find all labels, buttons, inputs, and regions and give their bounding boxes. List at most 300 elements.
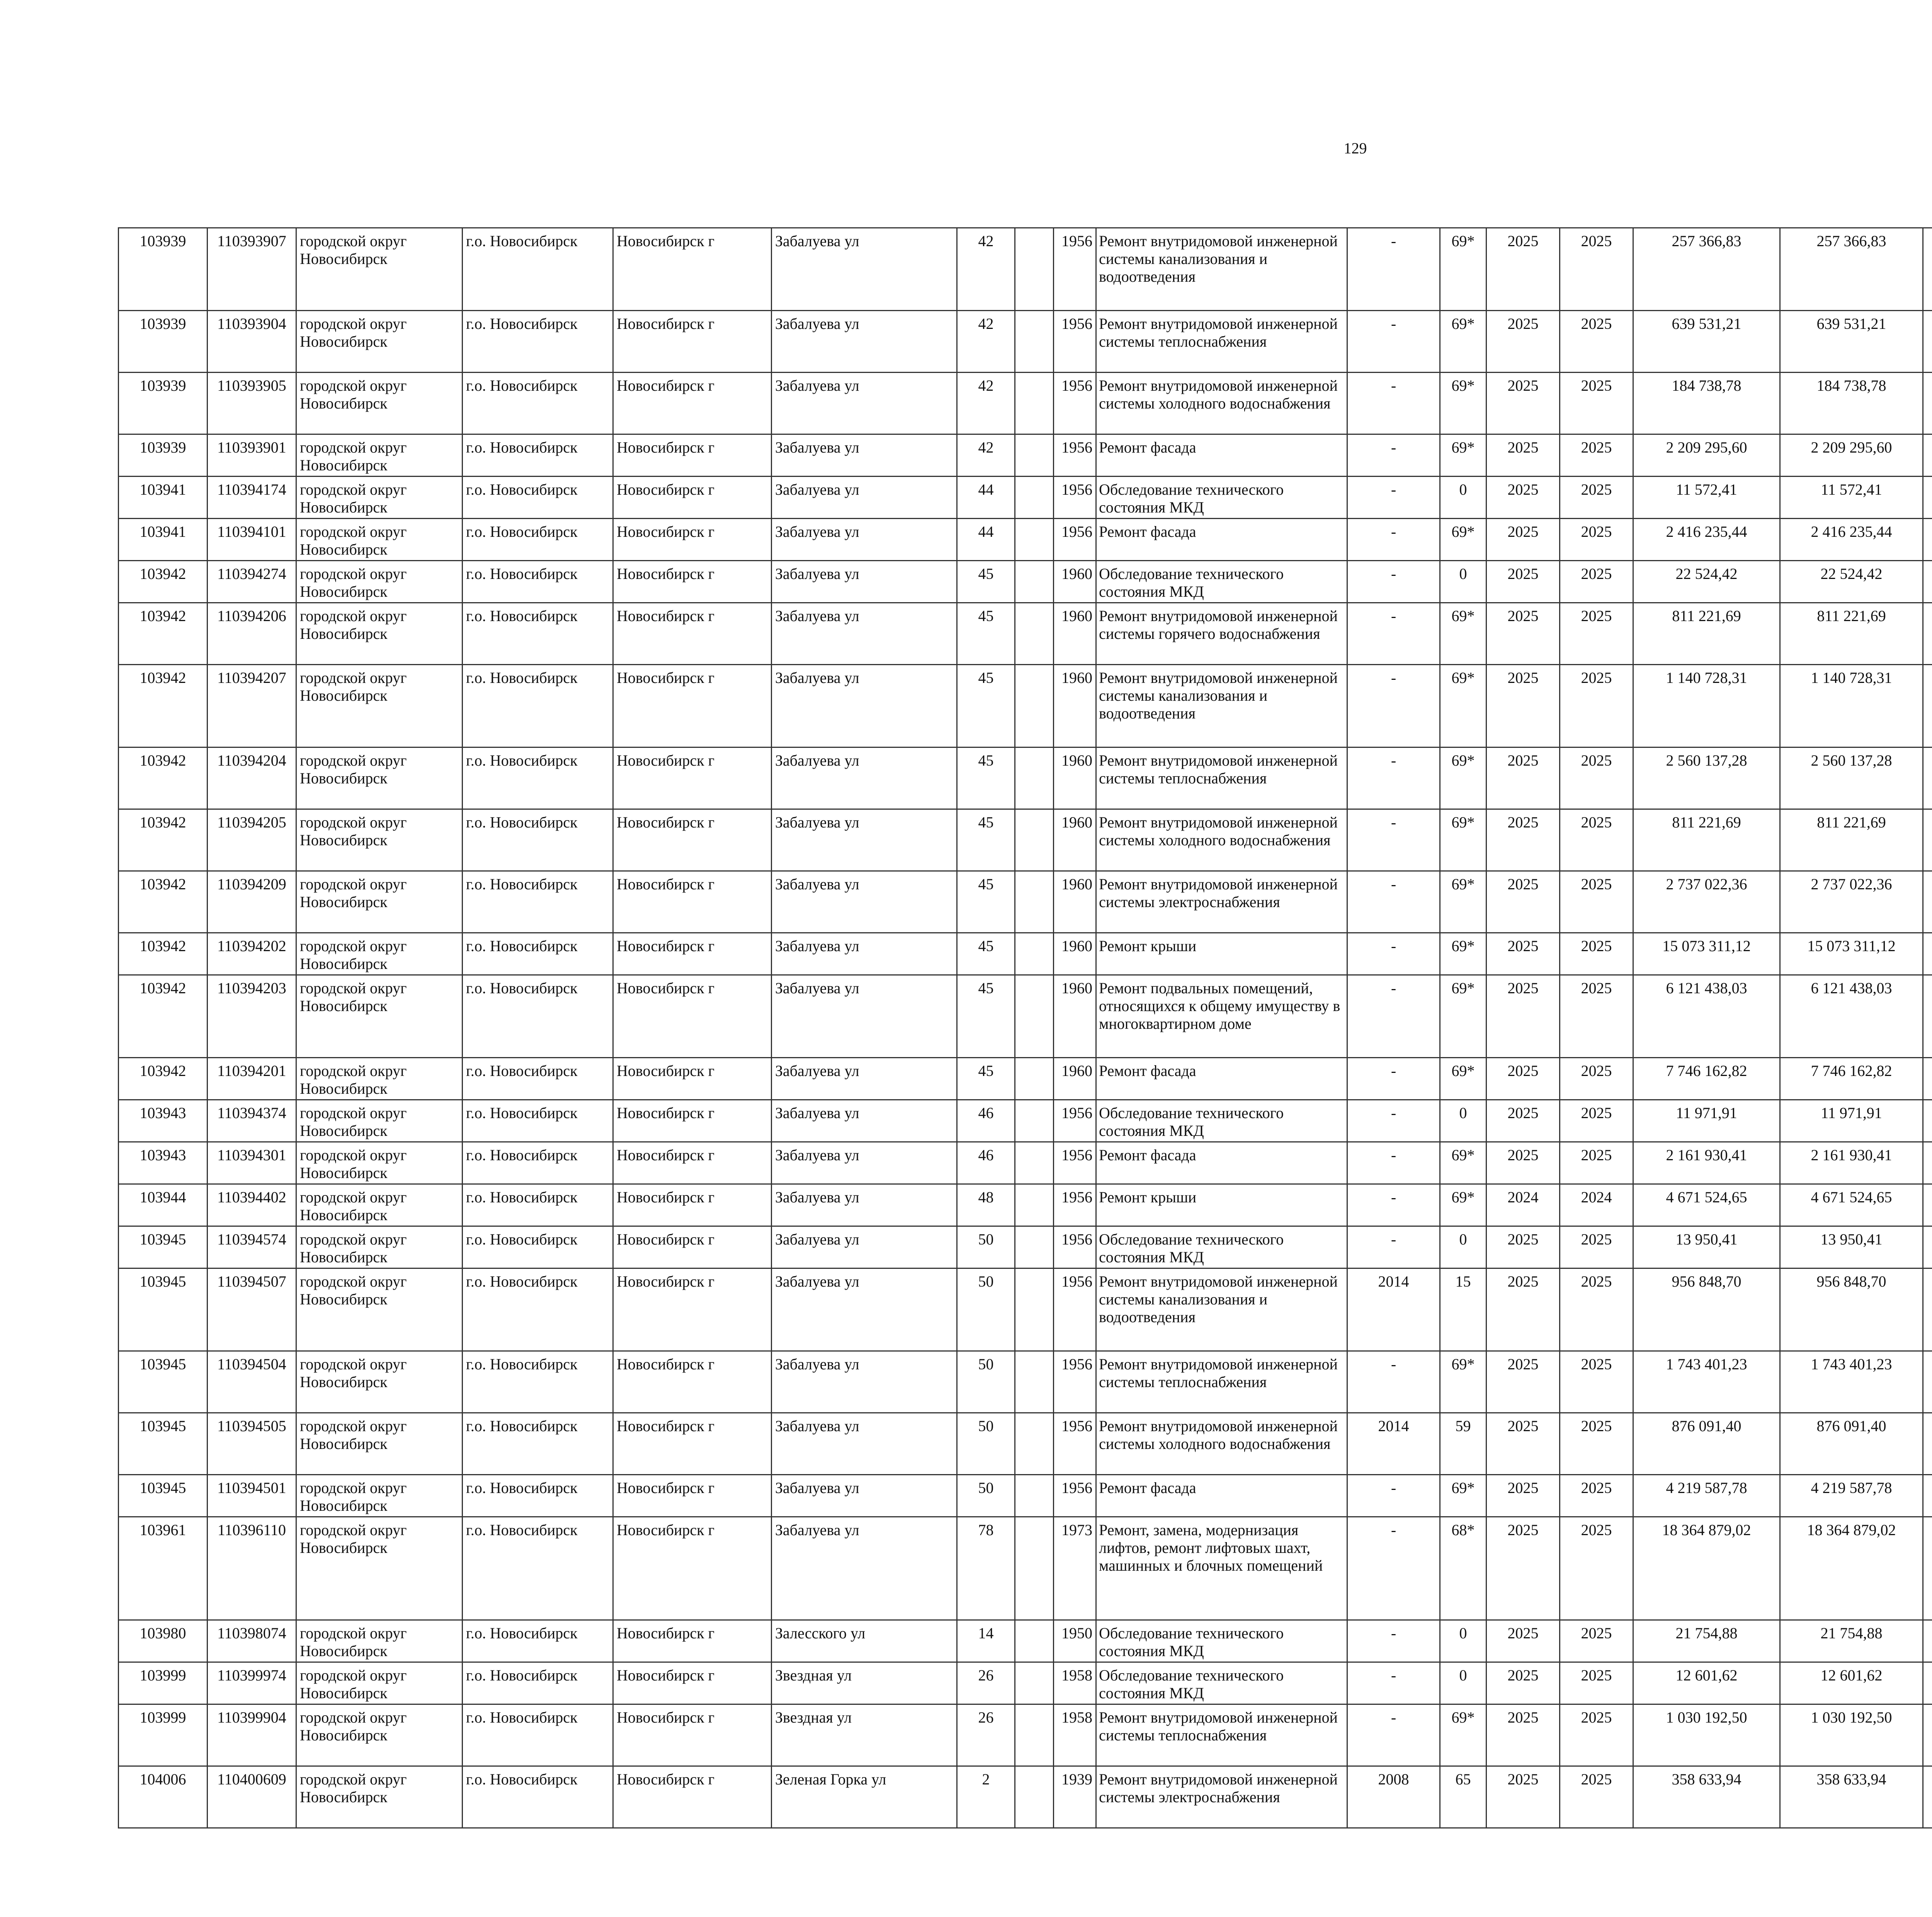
cell-fund-cost: 22 524,42 [1780, 561, 1923, 603]
cell-last-repair-year: - [1347, 1517, 1440, 1620]
cell-wear-percent: 0 [1440, 477, 1486, 519]
cell-plan-end-year: 2025 [1560, 1662, 1633, 1704]
cell-total-cost: 2 161 930,41 [1633, 1142, 1780, 1184]
cell-budget-federal [1923, 1268, 1932, 1351]
cell-kod-work: 110394202 [207, 933, 296, 975]
cell-kod-work: 110394209 [207, 871, 296, 933]
cell-budget-federal [1923, 434, 1932, 477]
cell-work-type: Ремонт крыши [1096, 933, 1347, 975]
table-row [119, 373, 1932, 434]
cell-fund-cost: 2 560 137,28 [1780, 747, 1923, 809]
cell-fund-cost: 1 030 192,50 [1780, 1704, 1923, 1766]
cell-kod-mkd: 103941 [119, 519, 207, 561]
cell-wear-percent: 15 [1440, 1268, 1486, 1351]
table-row [119, 1100, 1932, 1142]
cell-total-cost: 7 746 162,82 [1633, 1058, 1780, 1100]
cell-municipality: г.о. Новосибирск [463, 809, 613, 871]
cell-last-repair-year: - [1347, 1662, 1440, 1704]
cell-work-type: Ремонт внутридомовой инженерной системы холодного водоснабжения [1096, 809, 1347, 871]
cell-plan-end-year: 2025 [1560, 1475, 1633, 1517]
cell-budget-federal [1923, 311, 1932, 373]
cell-budget-federal [1923, 603, 1932, 665]
cell-house-number: 48 [957, 1184, 1015, 1226]
cell-housing [1015, 1100, 1054, 1142]
cell-wear-percent: 69* [1440, 1704, 1486, 1766]
cell-kod-work: 110394501 [207, 1475, 296, 1517]
cell-plan-end-year: 2025 [1560, 1268, 1633, 1351]
cell-year-built: 1958 [1054, 1704, 1096, 1766]
cell-wear-percent: 0 [1440, 561, 1486, 603]
cell-last-repair-year: 2014 [1347, 1413, 1440, 1475]
cell-municipality: г.о. Новосибирск [463, 1662, 613, 1704]
cell-kod-mkd: 103942 [119, 933, 207, 975]
table-row [119, 1766, 1932, 1828]
cell-municipal-district: городской округ Новосибирск [296, 1620, 463, 1662]
cell-plan-end-year: 2025 [1560, 933, 1633, 975]
cell-street: Забалуева ул [772, 561, 957, 603]
cell-year-built: 1956 [1054, 477, 1096, 519]
cell-municipality: г.о. Новосибирск [463, 933, 613, 975]
table-row [119, 1268, 1932, 1351]
cell-work-type: Обследование технического состояния МКД [1096, 1662, 1347, 1704]
cell-housing [1015, 228, 1054, 311]
cell-plan-start-year: 2025 [1486, 1620, 1560, 1662]
cell-municipal-district: городской округ Новосибирск [296, 1766, 463, 1828]
cell-kod-mkd: 103944 [119, 1184, 207, 1226]
cell-kod-work: 110398074 [207, 1620, 296, 1662]
cell-total-cost: 12 601,62 [1633, 1662, 1780, 1704]
cell-locality: Новосибирск г [613, 1351, 772, 1413]
cell-municipal-district: городской округ Новосибирск [296, 871, 463, 933]
cell-last-repair-year: 2008 [1347, 1766, 1440, 1828]
cell-kod-work: 110394301 [207, 1142, 296, 1184]
table-row [119, 1620, 1932, 1662]
cell-municipality: г.о. Новосибирск [463, 1351, 613, 1413]
cell-kod-mkd: 103961 [119, 1517, 207, 1620]
cell-locality: Новосибирск г [613, 1142, 772, 1184]
cell-year-built: 1939 [1054, 1766, 1096, 1828]
cell-wear-percent: 0 [1440, 1662, 1486, 1704]
table-row [119, 1517, 1932, 1620]
cell-kod-mkd: 103942 [119, 871, 207, 933]
cell-fund-cost: 811 221,69 [1780, 809, 1923, 871]
cell-house-number: 50 [957, 1268, 1015, 1351]
cell-budget-federal [1923, 1620, 1932, 1662]
table-row [119, 519, 1932, 561]
cell-kod-work: 110394201 [207, 1058, 296, 1100]
cell-year-built: 1960 [1054, 975, 1096, 1058]
cell-municipality: г.о. Новосибирск [463, 1226, 613, 1268]
cell-year-built: 1956 [1054, 1184, 1096, 1226]
cell-kod-mkd: 103939 [119, 311, 207, 373]
table-row [119, 809, 1932, 871]
cell-wear-percent: 0 [1440, 1226, 1486, 1268]
cell-plan-start-year: 2025 [1486, 933, 1560, 975]
table-row [119, 228, 1932, 311]
cell-housing [1015, 975, 1054, 1058]
cell-plan-start-year: 2025 [1486, 1058, 1560, 1100]
cell-municipal-district: городской округ Новосибирск [296, 1517, 463, 1620]
cell-locality: Новосибирск г [613, 809, 772, 871]
cell-last-repair-year: - [1347, 1226, 1440, 1268]
cell-kod-mkd: 103942 [119, 561, 207, 603]
cell-plan-end-year: 2025 [1560, 603, 1633, 665]
cell-work-type: Ремонт внутридомовой инженерной системы холодного водоснабжения [1096, 373, 1347, 434]
cell-house-number: 42 [957, 228, 1015, 311]
cell-plan-start-year: 2025 [1486, 1475, 1560, 1517]
table-row [119, 975, 1932, 1058]
cell-kod-work: 110393907 [207, 228, 296, 311]
cell-wear-percent: 69* [1440, 1058, 1486, 1100]
cell-house-number: 50 [957, 1351, 1015, 1413]
cell-street: Забалуева ул [772, 665, 957, 747]
cell-house-number: 45 [957, 665, 1015, 747]
cell-budget-federal [1923, 1226, 1932, 1268]
cell-plan-start-year: 2025 [1486, 1226, 1560, 1268]
cell-fund-cost: 639 531,21 [1780, 311, 1923, 373]
cell-plan-start-year: 2025 [1486, 228, 1560, 311]
cell-municipality: г.о. Новосибирск [463, 519, 613, 561]
cell-year-built: 1960 [1054, 809, 1096, 871]
cell-total-cost: 18 364 879,02 [1633, 1517, 1780, 1620]
cell-locality: Новосибирск г [613, 1704, 772, 1766]
cell-fund-cost: 18 364 879,02 [1780, 1517, 1923, 1620]
cell-house-number: 45 [957, 747, 1015, 809]
cell-housing [1015, 1517, 1054, 1620]
cell-street: Забалуева ул [772, 1351, 957, 1413]
cell-street: Забалуева ул [772, 933, 957, 975]
cell-budget-federal [1923, 1142, 1932, 1184]
cell-kod-mkd: 103943 [119, 1142, 207, 1184]
cell-street: Забалуева ул [772, 747, 957, 809]
cell-budget-federal [1923, 1517, 1932, 1620]
cell-locality: Новосибирск г [613, 434, 772, 477]
cell-locality: Новосибирск г [613, 975, 772, 1058]
cell-kod-mkd: 104006 [119, 1766, 207, 1828]
cell-municipal-district: городской округ Новосибирск [296, 975, 463, 1058]
cell-budget-federal [1923, 561, 1932, 603]
cell-budget-federal [1923, 373, 1932, 434]
cell-street: Звездная ул [772, 1704, 957, 1766]
cell-year-built: 1973 [1054, 1517, 1096, 1620]
cell-work-type: Обследование технического состояния МКД [1096, 561, 1347, 603]
cell-plan-end-year: 2025 [1560, 665, 1633, 747]
cell-kod-work: 110400609 [207, 1766, 296, 1828]
cell-total-cost: 1 030 192,50 [1633, 1704, 1780, 1766]
cell-locality: Новосибирск г [613, 1268, 772, 1351]
cell-locality: Новосибирск г [613, 1413, 772, 1475]
cell-work-type: Обследование технического состояния МКД [1096, 1226, 1347, 1268]
cell-total-cost: 639 531,21 [1633, 311, 1780, 373]
cell-total-cost: 876 091,40 [1633, 1413, 1780, 1475]
cell-kod-mkd: 103980 [119, 1620, 207, 1662]
cell-fund-cost: 2 209 295,60 [1780, 434, 1923, 477]
table-row [119, 311, 1932, 373]
cell-locality: Новосибирск г [613, 747, 772, 809]
cell-kod-work: 110394205 [207, 809, 296, 871]
cell-fund-cost: 11 971,91 [1780, 1100, 1923, 1142]
cell-wear-percent: 69* [1440, 603, 1486, 665]
cell-municipal-district: городской округ Новосибирск [296, 373, 463, 434]
cell-fund-cost: 6 121 438,03 [1780, 975, 1923, 1058]
cell-house-number: 45 [957, 975, 1015, 1058]
cell-kod-work: 110394402 [207, 1184, 296, 1226]
cell-year-built: 1956 [1054, 373, 1096, 434]
cell-last-repair-year: - [1347, 809, 1440, 871]
cell-municipal-district: городской округ Новосибирск [296, 1351, 463, 1413]
cell-total-cost: 2 416 235,44 [1633, 519, 1780, 561]
cell-total-cost: 1 743 401,23 [1633, 1351, 1780, 1413]
cell-work-type: Ремонт внутридомовой инженерной системы горячего водоснабжения [1096, 603, 1347, 665]
cell-housing [1015, 561, 1054, 603]
cell-kod-work: 110394203 [207, 975, 296, 1058]
cell-plan-start-year: 2025 [1486, 1704, 1560, 1766]
cell-wear-percent: 69* [1440, 809, 1486, 871]
cell-locality: Новосибирск г [613, 477, 772, 519]
cell-municipality: г.о. Новосибирск [463, 228, 613, 311]
cell-fund-cost: 15 073 311,12 [1780, 933, 1923, 975]
cell-housing [1015, 519, 1054, 561]
cell-kod-mkd: 103999 [119, 1704, 207, 1766]
cell-municipal-district: городской округ Новосибирск [296, 1662, 463, 1704]
cell-locality: Новосибирск г [613, 1766, 772, 1828]
cell-wear-percent: 69* [1440, 1351, 1486, 1413]
table-row [119, 1413, 1932, 1475]
cell-fund-cost: 4 671 524,65 [1780, 1184, 1923, 1226]
cell-plan-start-year: 2025 [1486, 747, 1560, 809]
table-row [119, 1351, 1932, 1413]
cell-budget-federal [1923, 747, 1932, 809]
cell-kod-mkd: 103945 [119, 1351, 207, 1413]
cell-fund-cost: 1 743 401,23 [1780, 1351, 1923, 1413]
cell-year-built: 1956 [1054, 1268, 1096, 1351]
cell-fund-cost: 12 601,62 [1780, 1662, 1923, 1704]
cell-plan-start-year: 2025 [1486, 1351, 1560, 1413]
cell-locality: Новосибирск г [613, 561, 772, 603]
cell-fund-cost: 1 140 728,31 [1780, 665, 1923, 747]
cell-total-cost: 2 209 295,60 [1633, 434, 1780, 477]
cell-housing [1015, 1142, 1054, 1184]
cell-fund-cost: 956 848,70 [1780, 1268, 1923, 1351]
cell-municipality: г.о. Новосибирск [463, 1268, 613, 1351]
cell-work-type: Ремонт внутридомовой инженерной системы канализования и водоотведения [1096, 228, 1347, 311]
cell-last-repair-year: - [1347, 561, 1440, 603]
cell-house-number: 45 [957, 603, 1015, 665]
cell-street: Забалуева ул [772, 1268, 957, 1351]
cell-year-built: 1956 [1054, 434, 1096, 477]
cell-street: Забалуева ул [772, 1226, 957, 1268]
cell-municipality: г.о. Новосибирск [463, 1413, 613, 1475]
cell-last-repair-year: - [1347, 603, 1440, 665]
cell-budget-federal [1923, 1184, 1932, 1226]
cell-plan-start-year: 2025 [1486, 1268, 1560, 1351]
cell-municipality: г.о. Новосибирск [463, 871, 613, 933]
cell-last-repair-year: 2014 [1347, 1268, 1440, 1351]
cell-fund-cost: 2 161 930,41 [1780, 1142, 1923, 1184]
cell-locality: Новосибирск г [613, 1620, 772, 1662]
cell-wear-percent: 0 [1440, 1620, 1486, 1662]
cell-kod-work: 110394204 [207, 747, 296, 809]
cell-kod-mkd: 103939 [119, 373, 207, 434]
cell-fund-cost: 811 221,69 [1780, 603, 1923, 665]
cell-plan-start-year: 2025 [1486, 603, 1560, 665]
cell-plan-end-year: 2025 [1560, 975, 1633, 1058]
cell-house-number: 45 [957, 561, 1015, 603]
cell-house-number: 26 [957, 1662, 1015, 1704]
cell-wear-percent: 69* [1440, 519, 1486, 561]
cell-year-built: 1956 [1054, 1226, 1096, 1268]
cell-budget-federal [1923, 1413, 1932, 1475]
cell-plan-end-year: 2025 [1560, 1351, 1633, 1413]
cell-house-number: 45 [957, 1058, 1015, 1100]
cell-plan-end-year: 2025 [1560, 1517, 1633, 1620]
cell-plan-end-year: 2025 [1560, 561, 1633, 603]
cell-plan-end-year: 2025 [1560, 809, 1633, 871]
cell-total-cost: 956 848,70 [1633, 1268, 1780, 1351]
cell-wear-percent: 69* [1440, 1475, 1486, 1517]
cell-work-type: Ремонт, замена, модернизация лифтов, ремонт лифтовых шахт, машинных и блочных помещений [1096, 1517, 1347, 1620]
cell-year-built: 1960 [1054, 747, 1096, 809]
cell-kod-mkd: 103942 [119, 747, 207, 809]
cell-last-repair-year: - [1347, 975, 1440, 1058]
cell-work-type: Ремонт внутридомовой инженерной системы теплоснабжения [1096, 1704, 1347, 1766]
cell-housing [1015, 373, 1054, 434]
cell-work-type: Ремонт внутридомовой инженерной системы электроснабжения [1096, 1766, 1347, 1828]
cell-municipal-district: городской округ Новосибирск [296, 1475, 463, 1517]
cell-total-cost: 811 221,69 [1633, 603, 1780, 665]
cell-last-repair-year: - [1347, 1184, 1440, 1226]
cell-total-cost: 358 633,94 [1633, 1766, 1780, 1828]
cell-locality: Новосибирск г [613, 871, 772, 933]
cell-plan-start-year: 2025 [1486, 1413, 1560, 1475]
cell-street: Звездная ул [772, 1662, 957, 1704]
cell-kod-mkd: 103945 [119, 1226, 207, 1268]
cell-municipality: г.о. Новосибирск [463, 665, 613, 747]
cell-budget-federal [1923, 1058, 1932, 1100]
cell-plan-end-year: 2025 [1560, 1620, 1633, 1662]
cell-wear-percent: 69* [1440, 373, 1486, 434]
cell-street: Залесского ул [772, 1620, 957, 1662]
cell-budget-federal [1923, 1351, 1932, 1413]
cell-locality: Новосибирск г [613, 519, 772, 561]
table-row [119, 1058, 1932, 1100]
cell-plan-end-year: 2025 [1560, 228, 1633, 311]
cell-housing [1015, 665, 1054, 747]
cell-street: Забалуева ул [772, 1058, 957, 1100]
cell-total-cost: 811 221,69 [1633, 809, 1780, 871]
cell-last-repair-year: - [1347, 1351, 1440, 1413]
table-row [119, 1704, 1932, 1766]
cell-plan-start-year: 2025 [1486, 871, 1560, 933]
cell-kod-work: 110394274 [207, 561, 296, 603]
cell-plan-end-year: 2025 [1560, 1413, 1633, 1475]
cell-plan-end-year: 2025 [1560, 1100, 1633, 1142]
cell-house-number: 50 [957, 1475, 1015, 1517]
cell-plan-start-year: 2025 [1486, 1142, 1560, 1184]
cell-street: Забалуева ул [772, 228, 957, 311]
cell-municipality: г.о. Новосибирск [463, 1620, 613, 1662]
cell-plan-end-year: 2025 [1560, 747, 1633, 809]
cell-plan-start-year: 2025 [1486, 1517, 1560, 1620]
cell-year-built: 1956 [1054, 1413, 1096, 1475]
cell-house-number: 46 [957, 1142, 1015, 1184]
cell-total-cost: 6 121 438,03 [1633, 975, 1780, 1058]
cell-house-number: 45 [957, 871, 1015, 933]
cell-plan-start-year: 2025 [1486, 1766, 1560, 1828]
cell-housing [1015, 1226, 1054, 1268]
cell-total-cost: 11 971,91 [1633, 1100, 1780, 1142]
table-row [119, 434, 1932, 477]
cell-house-number: 46 [957, 1100, 1015, 1142]
cell-municipality: г.о. Новосибирск [463, 477, 613, 519]
cell-last-repair-year: - [1347, 1704, 1440, 1766]
cell-total-cost: 15 073 311,12 [1633, 933, 1780, 975]
cell-kod-work: 110396110 [207, 1517, 296, 1620]
cell-locality: Новосибирск г [613, 1184, 772, 1226]
cell-street: Забалуева ул [772, 809, 957, 871]
cell-last-repair-year: - [1347, 665, 1440, 747]
cell-budget-federal [1923, 477, 1932, 519]
cell-kod-mkd: 103942 [119, 975, 207, 1058]
cell-total-cost: 257 366,83 [1633, 228, 1780, 311]
cell-housing [1015, 1058, 1054, 1100]
cell-municipal-district: городской округ Новосибирск [296, 519, 463, 561]
cell-plan-start-year: 2025 [1486, 519, 1560, 561]
cell-municipal-district: городской округ Новосибирск [296, 1184, 463, 1226]
cell-kod-mkd: 103942 [119, 665, 207, 747]
cell-work-type: Обследование технического состояния МКД [1096, 477, 1347, 519]
cell-last-repair-year: - [1347, 373, 1440, 434]
table-row [119, 933, 1932, 975]
cell-wear-percent: 69* [1440, 1142, 1486, 1184]
cell-municipality: г.о. Новосибирск [463, 1517, 613, 1620]
cell-wear-percent: 69* [1440, 871, 1486, 933]
cell-year-built: 1960 [1054, 603, 1096, 665]
cell-work-type: Ремонт фасада [1096, 1142, 1347, 1184]
cell-housing [1015, 1351, 1054, 1413]
cell-last-repair-year: - [1347, 434, 1440, 477]
cell-house-number: 45 [957, 809, 1015, 871]
cell-locality: Новосибирск г [613, 933, 772, 975]
cell-street: Забалуева ул [772, 519, 957, 561]
cell-fund-cost: 7 746 162,82 [1780, 1058, 1923, 1100]
cell-plan-start-year: 2025 [1486, 561, 1560, 603]
cell-locality: Новосибирск г [613, 373, 772, 434]
cell-kod-mkd: 103942 [119, 809, 207, 871]
cell-house-number: 42 [957, 311, 1015, 373]
cell-house-number: 44 [957, 519, 1015, 561]
cell-housing [1015, 1475, 1054, 1517]
cell-plan-start-year: 2025 [1486, 1662, 1560, 1704]
cell-budget-federal [1923, 1704, 1932, 1766]
cell-plan-end-year: 2025 [1560, 519, 1633, 561]
cell-fund-cost: 2 737 022,36 [1780, 871, 1923, 933]
cell-year-built: 1960 [1054, 933, 1096, 975]
cell-house-number: 14 [957, 1620, 1015, 1662]
capital-repair-table [118, 227, 1932, 1828]
cell-municipality: г.о. Новосибирск [463, 603, 613, 665]
cell-work-type: Ремонт фасада [1096, 1058, 1347, 1100]
table-row [119, 1142, 1932, 1184]
cell-work-type: Ремонт подвальных помещений, относящихся к общему имуществу в многоквартирном доме [1096, 975, 1347, 1058]
cell-municipal-district: городской округ Новосибирск [296, 1058, 463, 1100]
cell-fund-cost: 13 950,41 [1780, 1226, 1923, 1268]
cell-fund-cost: 876 091,40 [1780, 1413, 1923, 1475]
cell-municipal-district: городской округ Новосибирск [296, 603, 463, 665]
cell-wear-percent: 69* [1440, 1184, 1486, 1226]
cell-municipal-district: городской округ Новосибирск [296, 561, 463, 603]
cell-housing [1015, 1268, 1054, 1351]
